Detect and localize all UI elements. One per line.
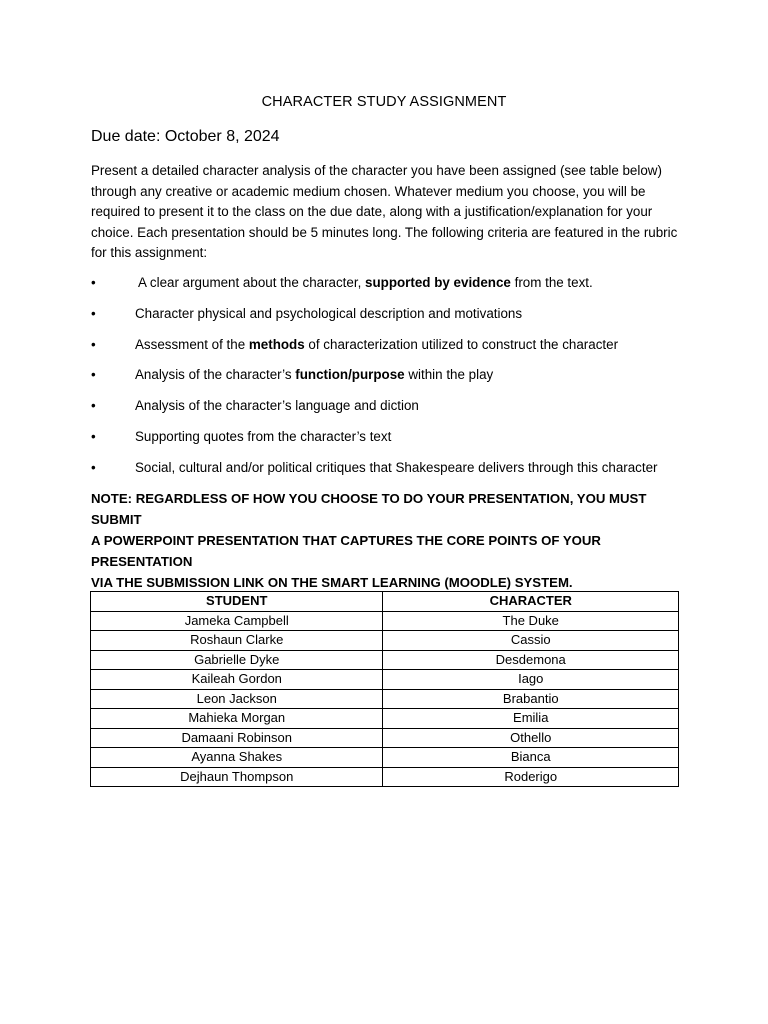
bullet-icon: • — [91, 398, 96, 414]
submission-note — [91, 488, 691, 593]
criteria-text: A clear argument about the character, supported by evidence from the text. — [135, 275, 593, 290]
student-cell: Kaileah Gordon — [91, 670, 383, 690]
table-row — [91, 611, 679, 631]
criteria-item — [91, 304, 711, 335]
student-cell: Roshaun Clarke — [91, 631, 383, 651]
criteria-text: Character physical and psychological description and motivations — [135, 305, 523, 321]
table-row — [91, 670, 679, 690]
bullet-icon: • — [91, 275, 96, 290]
criteria-item — [91, 273, 711, 304]
criteria-item — [91, 335, 711, 366]
bullet-icon: • — [91, 305, 96, 321]
criteria-item — [91, 396, 711, 427]
student-column-header: STUDENT — [91, 592, 383, 612]
character-cell: Roderigo — [383, 767, 679, 787]
table-row — [91, 689, 679, 709]
table-row — [91, 728, 679, 748]
criteria-item — [91, 427, 711, 458]
bullet-icon: • — [91, 367, 96, 383]
student-cell: Dejhaun Thompson — [91, 767, 383, 787]
character-cell: Bianca — [383, 748, 679, 768]
criteria-list — [91, 273, 711, 489]
criteria-item — [91, 458, 711, 489]
character-cell: The Duke — [383, 611, 679, 631]
character-cell: Desdemona — [383, 650, 679, 670]
bullet-icon: • — [91, 459, 96, 475]
note-line: A POWERPOINT PRESENTATION THAT CAPTURES THE CORE POINTS OF YOUR PRESENTATION — [91, 533, 601, 569]
character-cell: Brabantio — [383, 689, 679, 709]
table-row — [91, 748, 679, 768]
student-cell: Leon Jackson — [91, 689, 383, 709]
criteria-item — [91, 365, 711, 396]
intro-paragraph: Present a detailed character analysis of the character you have been assigned (see table below) through any creative or academic medium chosen. Whatever medium you choose, you will be required to present it to the class on the due date, along with a justification/explanation for your choice. Each presentation should be 5 minutes long. The following criteria are featured in the rubric for this assignment: — [91, 163, 678, 261]
criteria-text: Analysis of the character’s language and diction — [135, 398, 419, 414]
assignment-table — [90, 591, 679, 787]
note-line: NOTE: REGARDLESS OF HOW YOU CHOOSE TO DO YOUR PRESENTATION, YOU MUST SUBMIT — [91, 491, 647, 527]
table-row — [91, 709, 679, 729]
due-date: Due date: October 8, 2024 — [91, 128, 280, 145]
student-cell: Damaani Robinson — [91, 728, 383, 748]
table-row — [91, 650, 679, 670]
character-cell: Cassio — [383, 631, 679, 651]
criteria-text: Assessment of the methods of characterization utilized to construct the character — [135, 336, 619, 352]
criteria-text: Analysis of the character’s function/purpose within the play — [135, 367, 494, 383]
character-cell: Othello — [383, 728, 679, 748]
document-title: CHARACTER STUDY ASSIGNMENT — [261, 94, 507, 110]
character-cell: Iago — [383, 670, 679, 690]
character-column-header: CHARACTER — [383, 592, 679, 612]
note-line: VIA THE SUBMISSION LINK ON THE SMART LEARNING (MOODLE) SYSTEM. — [91, 575, 573, 590]
criteria-text: Supporting quotes from the character’s text — [135, 428, 392, 444]
student-cell: Gabrielle Dyke — [91, 650, 383, 670]
student-cell: Mahieka Morgan — [91, 709, 383, 729]
bullet-icon: • — [91, 336, 96, 352]
criteria-text: Social, cultural and/or political critiques that Shakespeare delivers through this character — [135, 459, 658, 475]
table-row — [91, 631, 679, 651]
student-cell: Ayanna Shakes — [91, 748, 383, 768]
student-cell: Jameka Campbell — [91, 611, 383, 631]
bullet-icon: • — [91, 428, 96, 444]
table-row — [91, 767, 679, 787]
table-header-row — [91, 592, 679, 612]
character-cell: Emilia — [383, 709, 679, 729]
